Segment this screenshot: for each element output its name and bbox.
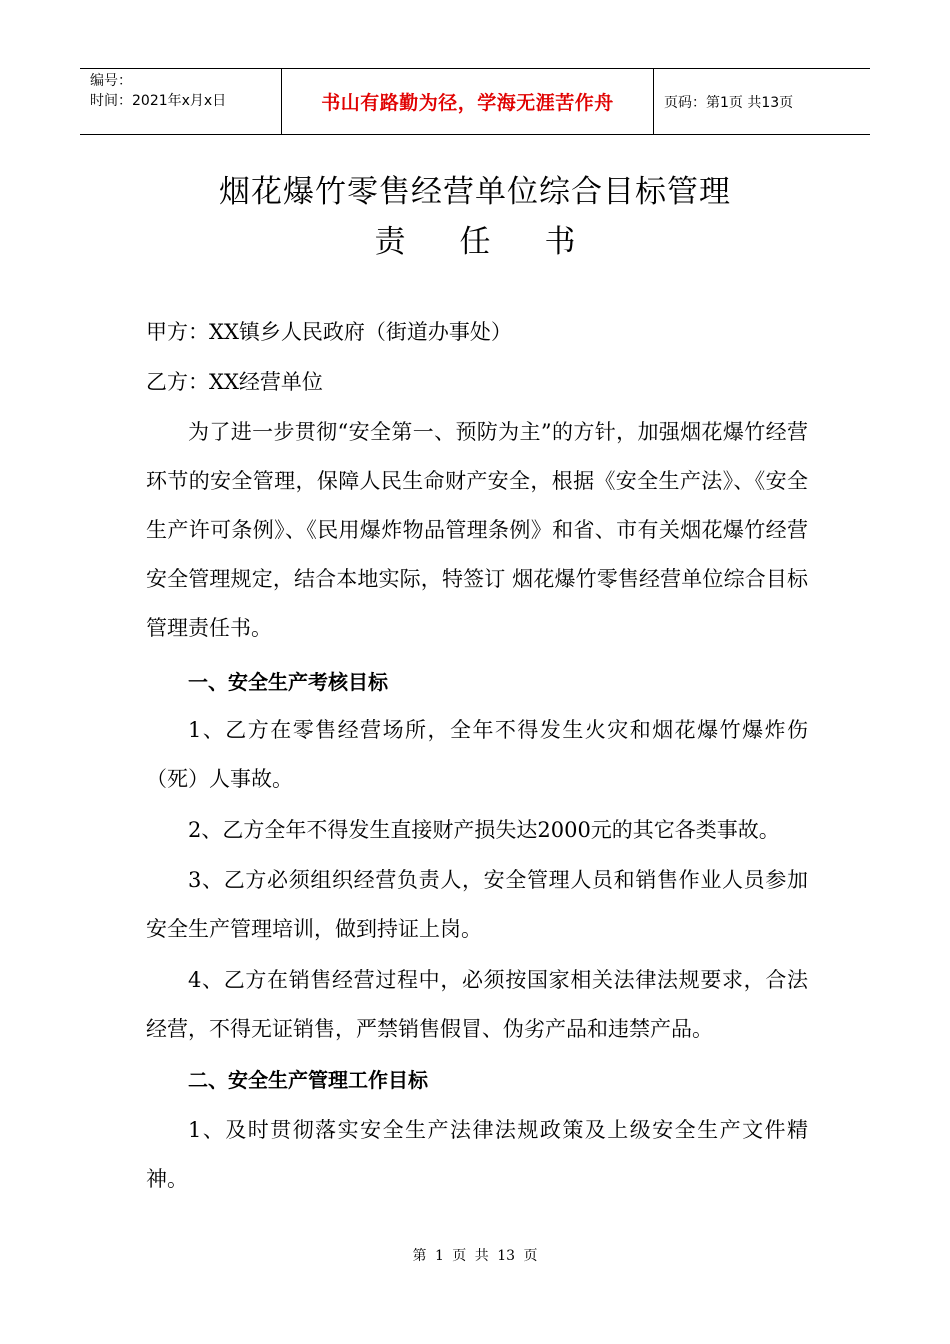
header-meta [80, 69, 282, 134]
section-heading: 二、安全生产管理工作目标 [188, 1068, 428, 1092]
motto-text: 书山有路勤为径，学海无涯苦作舟 [321, 92, 614, 114]
header-motto-cell [282, 69, 654, 134]
header-page-cell [654, 69, 870, 134]
subtitle-char: 责 [374, 224, 406, 260]
list-item: 4、乙方在销售经营过程中，必须按国家相关法律法规要求，合法经营，不得无证销售，严禁销售假冒、伪劣产品和违禁产品。 [146, 968, 808, 1041]
document-subtitle [0, 216, 950, 261]
intro-paragraph: 为了进一步贯彻“安全第一、预防为主”的方针，加强烟花爆竹经营环节的安全管理，保障人民生命财产安全，根据《安全生产法》、《安全生产许可条例》、《民用爆炸物品管理条例》和省、市有关烟花爆竹经营安全管理规定，结合本地实际，特签订 烟花爆竹零售经营单位综合目标管理责任书。 [146, 420, 808, 640]
document-title: 烟花爆竹零售经营单位综合目标管理 [219, 174, 731, 210]
list-item: 3、乙方必须组织经营负责人，安全管理人员和销售作业人员参加安全生产管理培训，做到持证上岗。 [146, 868, 808, 941]
page-header [80, 68, 870, 135]
party-b: 乙方：XX经营单位 [146, 370, 323, 394]
list-item: 2、乙方全年不得发生直接财产损失达2000元的其它各类事故。 [188, 818, 780, 842]
list-item: 1、乙方在零售经营场所，全年不得发生火灾和烟花爆竹爆炸伤（死）人事故。 [146, 718, 808, 791]
document-number: 编号： [90, 73, 132, 89]
page-indicator: 页码：第1页 共13页 [664, 94, 794, 111]
subtitle-char: 任 [459, 224, 491, 260]
page-footer: 第 1 页 共 13 页 [412, 1248, 538, 1264]
subtitle-char: 书 [544, 224, 576, 260]
document-time: 时间：2021年x月x日 [90, 93, 227, 109]
party-a: 甲方：XX镇乡人民政府（街道办事处） [146, 320, 512, 344]
section-heading: 一、安全生产考核目标 [188, 670, 388, 694]
list-item: 1、及时贯彻落实安全生产法律法规政策及上级安全生产文件精神。 [146, 1118, 808, 1191]
